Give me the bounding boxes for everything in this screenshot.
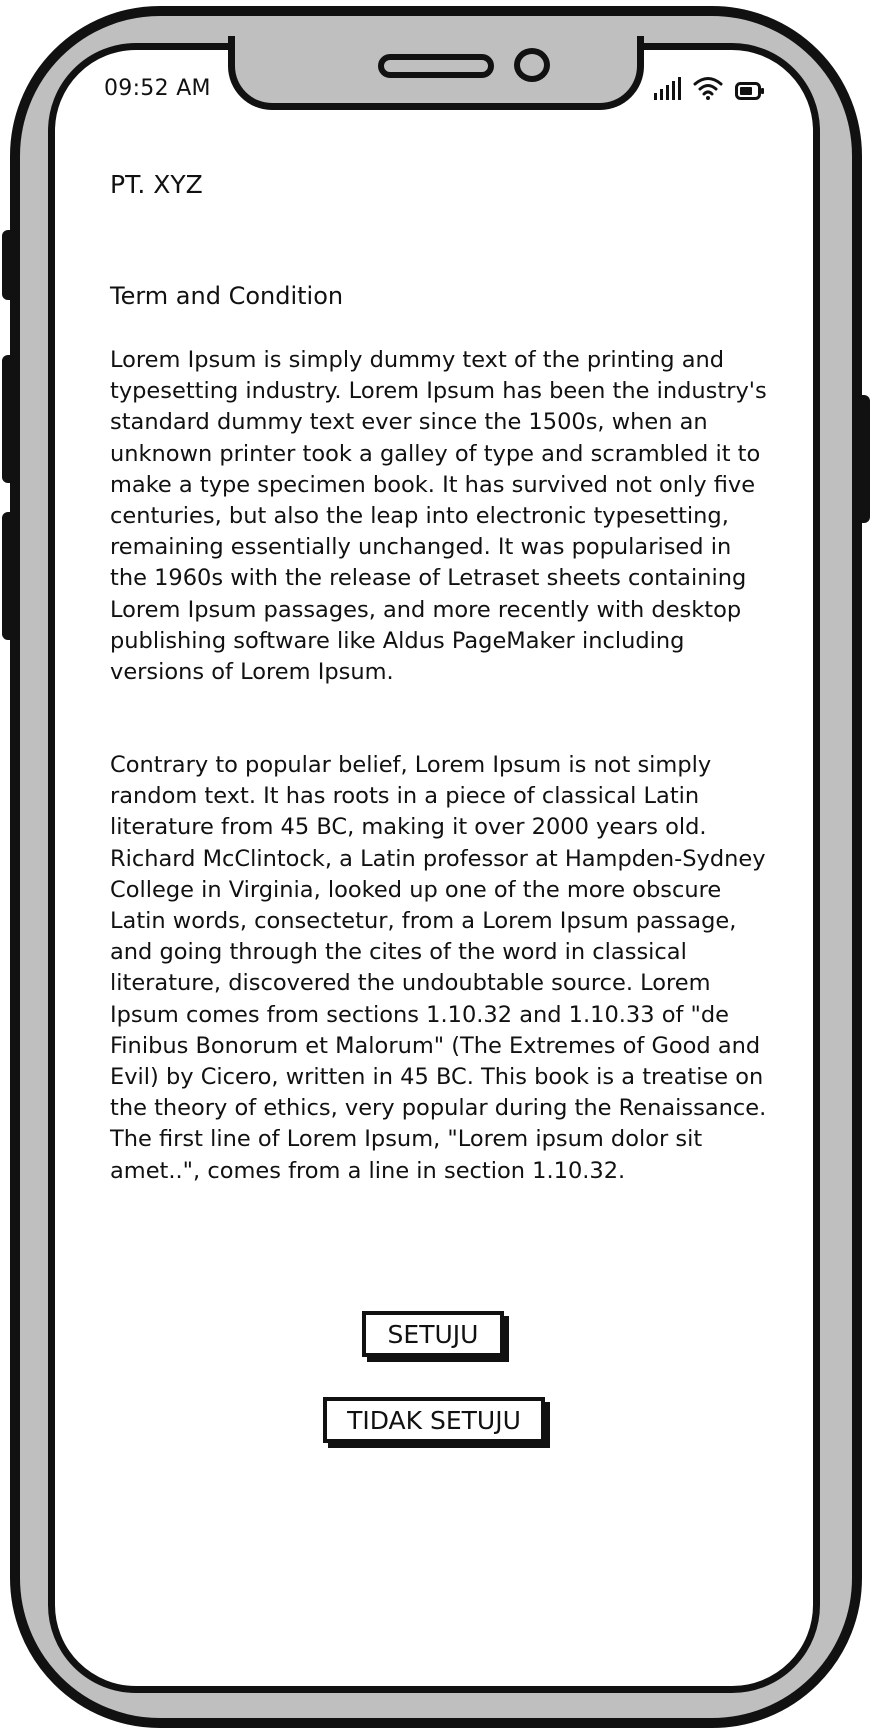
volume-up-button — [2, 355, 16, 483]
status-icons — [654, 72, 765, 100]
power-button — [856, 395, 870, 523]
status-time: 09:52 AM — [104, 76, 211, 101]
terms-paragraph-2: Contrary to popular belief, Lorem Ipsum is not simply random text. It has roots in a piece of classical Latin literature from 45 BC, making it over 2000 years old. Richard McClintock, a Latin professor at Hampden-Sydney College in Virginia, looked up one of the more obscure Latin words, consectetur, from a Lorem Ipsum passage, and going through the cites of the word in classical literature, discovered the undoubtable source. Lorem Ipsum comes from sections 1.10.32 and 1.10.33 of "de Finibus Bonorum et Malorum" (The Extremes of Good and Evil) by Cicero, written in 45 BC. This book is a treatise on the theory of ethics, very popular during the Renaissance. The first line of Lorem Ipsum, "Lorem ipsum dolor sit amet..", comes from a line in section 1.10.32. — [110, 752, 767, 1184]
battery-icon — [735, 82, 765, 100]
terms-paragraph-1: Lorem Ipsum is simply dummy text of the printing and typesetting industry. Lorem Ipsum has been the industry's standard dummy text ever since the 1500s, when an unknown printer took a galley of type and scrambled it to make a type specimen book. It has survived not only five centuries, but also the leap into electronic typesetting, remaining essentially unchanged. It was popularised in the 1960s with the release of Letraset sheets containing Lorem Ipsum passages, and more recently with desktop publishing software like Aldus PageMaker including versions of Lorem Ipsum. — [110, 347, 767, 686]
disagree-button[interactable]: TIDAK SETUJU — [323, 1397, 545, 1443]
signal-icon — [654, 74, 681, 100]
company-title: PT. XYZ — [110, 170, 203, 199]
agree-button[interactable]: SETUJU — [362, 1311, 504, 1357]
front-camera-icon — [514, 48, 550, 82]
volume-down-button — [2, 512, 16, 640]
wifi-icon — [693, 76, 723, 100]
terms-heading: Term and Condition — [110, 282, 344, 310]
speaker-icon — [378, 54, 494, 78]
mute-switch — [2, 230, 16, 300]
